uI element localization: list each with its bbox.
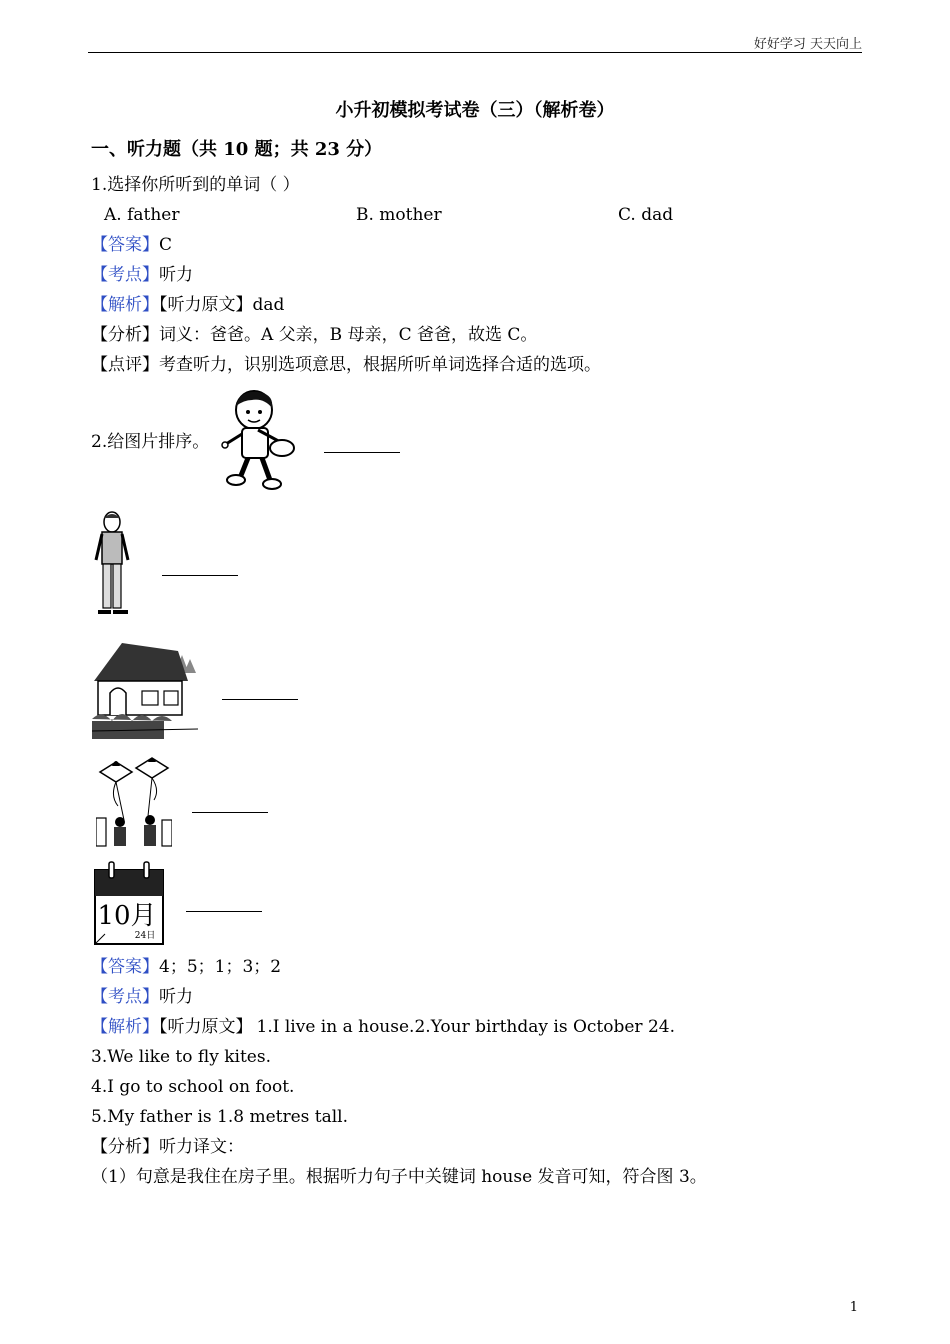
listening-line-4 <box>91 1077 294 1097</box>
q1-stem: 1.选择你所听到的单词（ ） <box>91 175 300 195</box>
q2-fenxi: 【分析】听力译文： <box>91 1137 244 1157</box>
q2-stem: 2.给图片排序。 <box>91 432 210 452</box>
q2-analysis-row <box>91 1017 675 1037</box>
kites-image <box>96 756 172 848</box>
listening-num-4: 4. <box>91 1077 108 1097</box>
q1-option-a: A. father <box>104 205 180 225</box>
point-label: 【考点】 <box>91 987 159 1007</box>
listening-text-5: My father is 1.8 metres tall. <box>107 1107 349 1127</box>
listening-num-2: 2. <box>414 1017 431 1037</box>
q2-explain-1: （1）句意是我住在房子里。根据听力句子中关键词 house 发音可知，符合图 3。 <box>91 1167 707 1187</box>
q1-fenxi: 【分析】词义：爸爸。A 父亲，B 母亲，C 爸爸，故选 C。 <box>91 325 538 345</box>
page-number: 1 <box>849 1300 858 1315</box>
header-motto: 好好学习 天天向上 <box>753 37 862 52</box>
calendar-image <box>93 860 165 946</box>
analysis-label: 【解析】 <box>91 1017 159 1037</box>
answer-value: C <box>159 235 173 255</box>
listening-num-5: 5. <box>91 1107 108 1127</box>
listening-line-3 <box>91 1047 271 1067</box>
answer-value: 4；5；1；3；2 <box>159 957 282 977</box>
calendar-day: 24日 <box>134 931 156 941</box>
listening-text-3: We like to fly kites. <box>107 1047 272 1067</box>
q1-option-c: C. dad <box>618 205 674 225</box>
q2-answer-row <box>91 957 281 977</box>
point-value: 听力 <box>159 265 193 285</box>
q1-option-b: B. mother <box>356 205 442 225</box>
boy-walking-image <box>218 388 298 492</box>
answer-label: 【答案】 <box>91 957 159 977</box>
point-value: 听力 <box>159 987 193 1007</box>
listening-num-3: 3. <box>91 1047 108 1067</box>
listening-line-5 <box>91 1107 348 1127</box>
point-label: 【考点】 <box>91 265 159 285</box>
house-image <box>92 641 198 741</box>
listening-text-1: I live in a house. <box>272 1017 415 1037</box>
header-rule <box>88 52 862 53</box>
answer-blank-4[interactable] <box>192 812 268 813</box>
q2-point-row <box>91 987 193 1007</box>
listening-text-4: I go to school on foot. <box>107 1077 295 1097</box>
analysis-label: 【解析】 <box>91 295 159 315</box>
answer-blank-3[interactable] <box>222 699 298 700</box>
analysis-value: 【听力原文】 <box>159 1017 253 1037</box>
calendar-month: 10月 <box>97 901 157 931</box>
answer-blank-1[interactable] <box>324 452 400 453</box>
answer-blank-2[interactable] <box>162 575 238 576</box>
q1-analysis-row <box>91 295 284 315</box>
listening-text-2: Your birthday is October 24. <box>430 1017 675 1037</box>
listening-num-1: 1. <box>256 1017 273 1037</box>
q1-point-row <box>91 265 193 285</box>
page-title: 小升初模拟考试卷（三）（解析卷） <box>335 100 615 121</box>
answer-blank-5[interactable] <box>186 911 262 912</box>
analysis-value: 【听力原文】dad <box>159 295 285 315</box>
section-heading: 一、听力题（共 10 题；共 23 分） <box>91 139 383 160</box>
tall-man-image <box>90 510 134 616</box>
answer-label: 【答案】 <box>91 235 159 255</box>
q1-answer-row <box>91 235 172 255</box>
q1-dianping: 【点评】考查听力，识别选项意思，根据所听单词选择合适的选项。 <box>91 355 601 375</box>
